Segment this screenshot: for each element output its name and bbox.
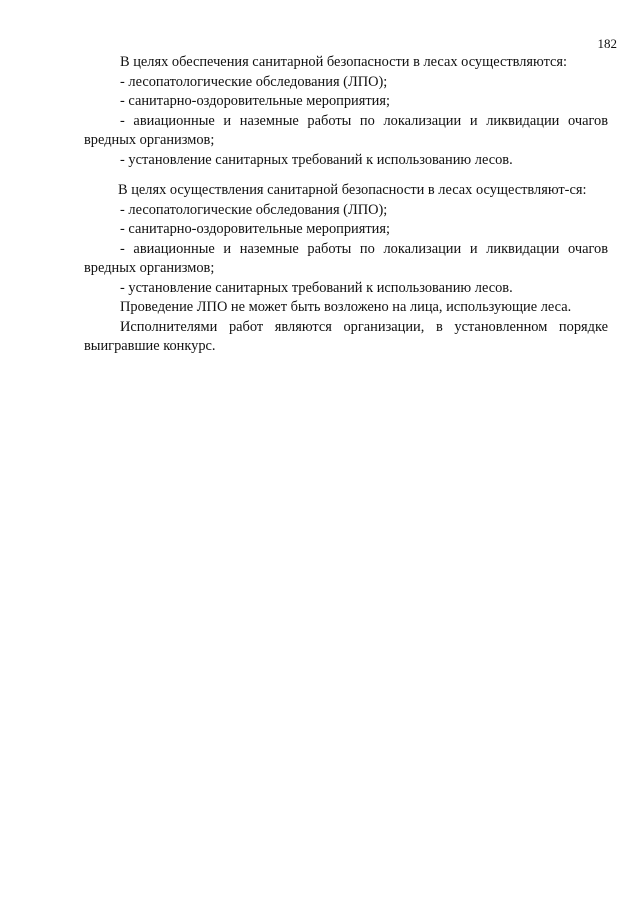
block-1-item-lpo: - лесопатологические обследования (ЛПО); [120,73,388,90]
block-2-note-lpo-restriction: Проведение ЛПО не может быть возложено на лица, использующие леса. [120,299,572,315]
block-2-item-aviation-works: - авиационные и наземные работы по локализации и ликвидации очагов вредных организмов; [84,240,608,276]
block-2-note-contractors: Исполнителями работ являются организации, в установленном порядке выигравшие конкурс. [84,318,608,354]
paragraph-block-1 [84,53,608,170]
block-1-item-sanitary-measures: - санитарно-оздоровительные мероприятия; [120,93,390,109]
block-2-intro: В целях осуществления санитарной безопасности в лесах осуществляют-ся: [118,182,587,198]
paragraph-block-2 [84,181,608,357]
block-1-item-aviation-works: - авиационные и наземные работы по локализации и ликвидации очагов вредных организмов; [84,112,608,148]
block-2-item-sanitary-measures: - санитарно-оздоровительные мероприятия; [120,221,390,237]
block-1-item-requirements: - установление санитарных требований к использованию лесов. [120,151,513,168]
page-number: 182 [597,36,617,51]
block-2-item-lpo: - лесопатологические обследования (ЛПО); [120,201,388,218]
block-1-intro: В целях обеспечения санитарной безопасности в лесах осуществляются: [120,54,568,70]
block-2-item-requirements: - установление санитарных требований к использованию лесов. [120,279,513,296]
